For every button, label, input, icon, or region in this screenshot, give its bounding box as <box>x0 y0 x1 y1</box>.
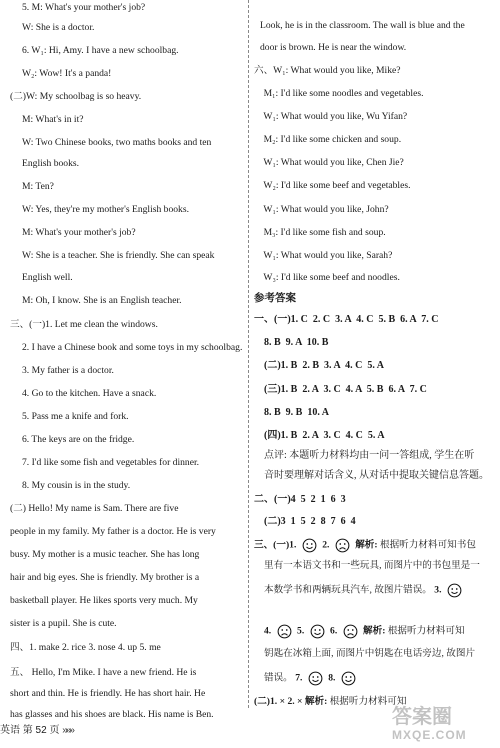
right-line: W₁: What would you like, Wu Yifan? <box>254 111 408 122</box>
right-line: W₁: What would you like, Sarah? <box>254 250 393 261</box>
right-column <box>254 0 496 708</box>
smiley-face-icon <box>302 538 317 553</box>
left-line: W: Yes, they're my mother's English books. <box>22 204 189 215</box>
left-line: (二)W: My schoolbag is so heavy. <box>10 91 142 102</box>
sec3-line1-mid: 2. <box>322 539 330 551</box>
left-line: 三、(一)1. Let me clean the windows. <box>10 319 158 330</box>
sec3-line6-text: 错误。 <box>264 672 293 684</box>
left-line: people in my family. My father is a doctor. He is very <box>10 526 216 537</box>
left-line: W: She is a doctor. <box>22 22 95 33</box>
left-line: 2. I have a Chinese book and some toys in my schoolbag. <box>22 342 243 353</box>
analysis-label: 解析: <box>363 625 386 637</box>
left-line: 5. M: What's your mother's job? <box>22 2 146 13</box>
sec3-line1-prefix: 三、(一)1. <box>254 539 297 551</box>
analysis-label: 解析: <box>355 539 378 551</box>
smiley-face-icon <box>341 671 356 686</box>
sad-face-icon <box>277 624 292 639</box>
sec3-line-2: 里有一本语文书和一些玩具, 而图片中的书包里是一 <box>264 560 480 571</box>
sad-face-icon <box>335 538 350 553</box>
left-line: has glasses and his shoes are black. His name is Ben. <box>10 709 214 720</box>
sec3-line-1 <box>254 538 476 553</box>
answer-line: (三)1. B 2. A 3. C 4. A 5. B 6. A 7. C <box>264 384 427 395</box>
sec3-line6-a: 7. <box>295 672 303 684</box>
answer-line: (四)1. B 2. A 3. C 4. C 5. A <box>264 430 385 441</box>
left-line: 3. My father is a doctor. <box>22 365 114 376</box>
left-line: W: She is a teacher. She is friendly. She can speak <box>22 250 215 261</box>
right-line: M₁: I'd like some noodles and vegetables. <box>254 88 424 99</box>
page-footer <box>0 722 73 740</box>
smiley-face-icon <box>310 624 325 639</box>
left-column <box>8 0 244 720</box>
sec3-line-3 <box>264 583 465 598</box>
right-line: 六、W₁: What would you like, Mike? <box>254 65 401 76</box>
sec3-line3-num: 3. <box>434 584 442 596</box>
smiley-face-icon <box>308 671 323 686</box>
left-line: 4. Go to the kitchen. Have a snack. <box>22 388 157 399</box>
footer-page-number: 第 52 页 <box>22 725 60 736</box>
watermark-top: 答案圈 <box>392 706 452 728</box>
sec3-line4-c: 6. <box>330 625 338 637</box>
left-line: M: What's in it? <box>22 114 84 125</box>
smiley-face-icon <box>447 583 462 598</box>
left-line: W₂: Wow! It's a panda! <box>22 68 112 79</box>
sec3-line3-text: 本数学书和两辆玩具汽车, 故图片错误。 <box>264 584 432 596</box>
left-line: English well. <box>22 272 73 283</box>
left-line: basketball player. He likes sports very much. My <box>10 595 198 606</box>
left-line: 6. W₁: Hi, Amy. I have a new schoolbag. <box>22 45 179 56</box>
left-line: (二) Hello! My name is Sam. There are five <box>10 503 179 514</box>
footer-subject: 英语 <box>0 725 20 736</box>
right-line: M₂: I'd like some chicken and soup. <box>254 134 402 145</box>
left-line: 四、1. make 2. rice 3. nose 4. up 5. me <box>10 642 161 653</box>
sec3-line6-b: 8. <box>328 672 336 684</box>
left-line: 8. My cousin is in the study. <box>22 480 131 491</box>
sec3-line7-prefix: (二)1. × 2. × <box>254 696 303 707</box>
column-divider <box>248 0 249 708</box>
left-line: 7. I'd like some fish and vegetables for dinner. <box>22 457 200 468</box>
left-line: short and thin. He is friendly. He has short hair. He <box>10 688 206 699</box>
sec3-line-7 <box>254 696 406 708</box>
sec3-line1-tail: 根据听力材料可知书包 <box>380 539 476 551</box>
left-line: 5. Pass me a knife and fork. <box>22 411 129 422</box>
right-line: W₁: What would you like, John? <box>254 204 389 215</box>
left-line: M: Oh, I know. She is an English teacher. <box>22 295 182 306</box>
answer-heading: 参考答案 <box>254 292 296 304</box>
answer-line: 一、(一)1. C 2. C 3. A 4. C 5. B 6. A 7. C <box>254 314 439 325</box>
sec3-line-5: 钥匙在冰箱上面, 而图片中钥匙在电话旁边, 故图片 <box>264 648 476 659</box>
comment-line: 音时要理解对话含义, 从对话中提取关键信息答题。 <box>264 470 489 481</box>
answer-line: 二、(一)4 5 2 1 6 3 <box>254 494 346 505</box>
sec3-line4-a: 4. <box>264 625 272 637</box>
right-line: W₃: I'd like some beef and noodles. <box>254 272 400 283</box>
left-line: busy. My mother is a music teacher. She has long <box>10 549 200 560</box>
right-line: M₃: I'd like some fish and soup. <box>254 227 386 238</box>
right-line: W₂: I'd like some beef and vegetables. <box>254 180 411 191</box>
left-line: 五、 Hello, I'm Mike. I have a new friend. He is <box>10 667 197 678</box>
left-line: English books. <box>22 158 80 169</box>
right-line: Look, he is in the classroom. The wall is blue and the <box>260 20 465 31</box>
left-line: W: Two Chinese books, two maths books and ten <box>22 137 212 148</box>
sec3-line4-b: 5. <box>297 625 305 637</box>
watermark-logo <box>392 706 467 742</box>
sec3-line-6 <box>264 671 359 686</box>
answer-line: 8. B 9. A 10. B <box>264 337 329 348</box>
left-line: sister is a pupil. She is cute. <box>10 618 117 629</box>
chevron-arrows-icon: »»» <box>62 725 73 736</box>
watermark-bottom: MXQE.COM <box>392 728 467 742</box>
right-line: door is brown. He is near the window. <box>260 42 407 53</box>
left-line: 6. The keys are on the fridge. <box>22 434 135 445</box>
left-line: M: Ten? <box>22 181 54 192</box>
left-line: hair and big eyes. She is friendly. My brother is a <box>10 572 200 583</box>
answer-line: (二)3 1 5 2 8 7 6 4 <box>264 516 356 527</box>
analysis-label: 解析: <box>304 696 328 707</box>
sad-face-icon <box>343 624 358 639</box>
answer-line: 8. B 9. B 10. A <box>264 407 330 418</box>
sec3-line7-tail: 根据听力材料可知 <box>329 696 407 707</box>
answer-line: (二)1. B 2. B 3. A 4. C 5. A <box>264 360 385 371</box>
left-line: M: What's your mother's job? <box>22 227 136 238</box>
right-line: W₁: What would you like, Chen Jie? <box>254 157 404 168</box>
sec3-line4-tail: 根据听力材料可知 <box>387 625 465 637</box>
sec3-line-4 <box>264 624 465 639</box>
comment-line: 点评: 本题听力材料均由一问一答组成, 学生在听 <box>264 450 475 461</box>
